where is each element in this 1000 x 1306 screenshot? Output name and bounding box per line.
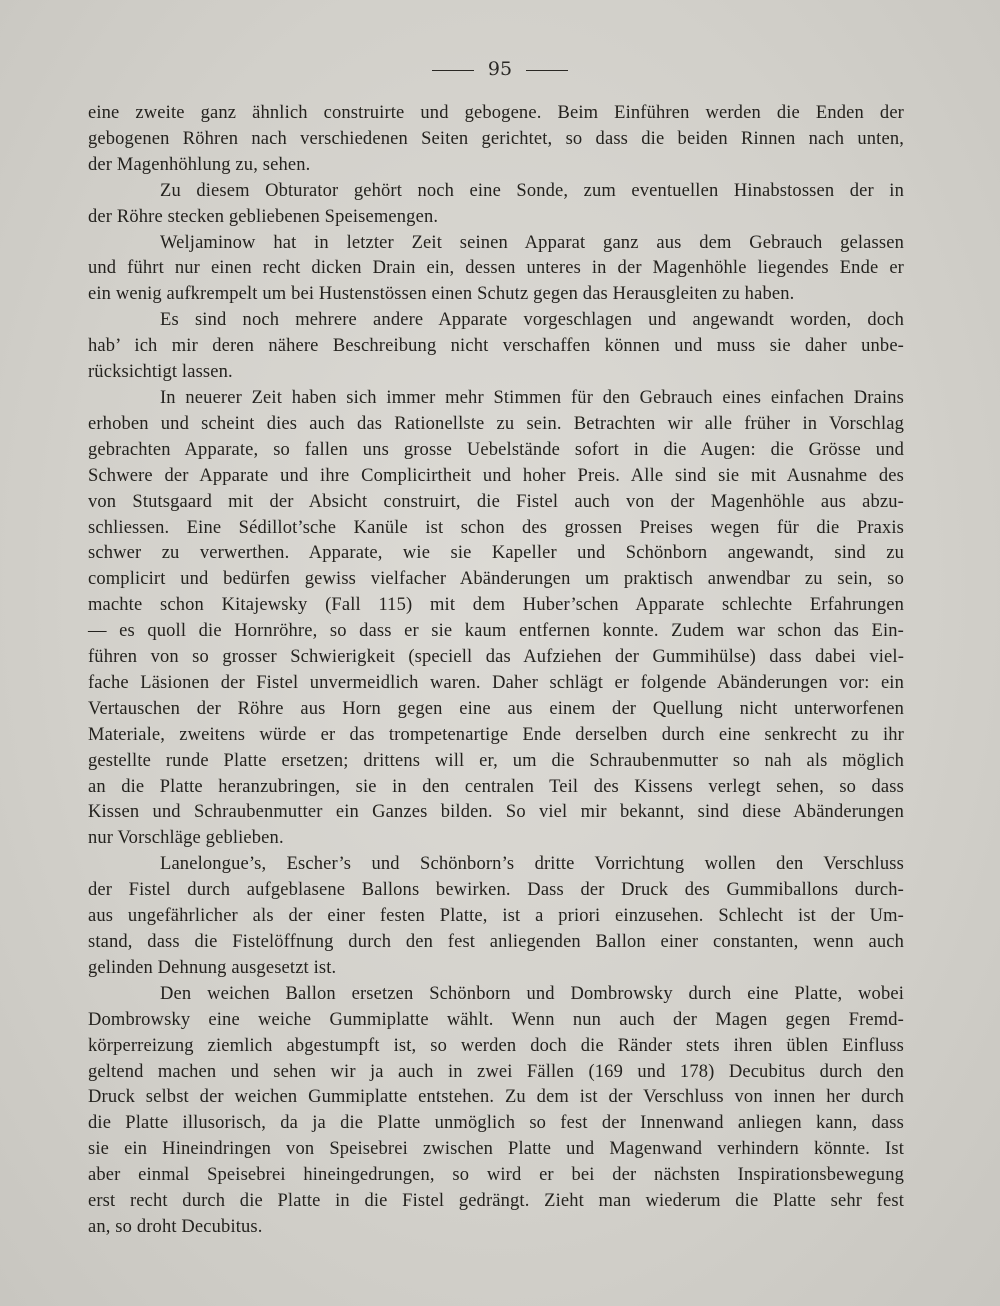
paragraph <box>88 179 904 231</box>
body-text <box>88 101 904 1241</box>
text-line: Druck selbst der weichen Gummiplatte entstehen. Zu dem ist der Verschluss von innen her durch <box>88 1087 904 1108</box>
text-line: — es quoll die Hornröhre, so dass er sie kaum entfernen konnte. Zudem war schon das Ein- <box>88 621 904 642</box>
paragraph <box>88 386 904 852</box>
text-line: sie ein Hineindringen von Speisebrei zwischen Platte und Magenwand verhindern könnte. Ist <box>88 1139 904 1160</box>
text-line: Lanelongue’s, Escher’s und Schönborn’s dritte Vorrichtung wollen den Verschluss <box>160 854 904 875</box>
text-line: machte schon Kitajewsky (Fall 115) mit dem Huber’schen Apparate schlechte Erfahrungen <box>88 595 904 616</box>
text-line: an die Platte heranzubringen, sie in den centralen Teil des Kissens verlegt sehen, so dass <box>88 776 904 797</box>
text-line: gelinden Dehnung ausgesetzt ist. <box>88 957 337 978</box>
text-line: aus ungefährlicher als der einer festen Platte, ist a priori einzusehen. Schlecht ist der Um- <box>88 906 904 927</box>
text-line: an, so droht Decubitus. <box>88 1216 263 1237</box>
text-line: Materiale, zweitens würde er das trompetenartige Ende derselben durch eine senkrecht zu ihr <box>88 724 904 745</box>
text-line: rücksichtigt lassen. <box>88 362 233 383</box>
text-line: gestellte runde Platte ersetzen; drittens will er, um die Schraubenmutter so nah als möglich <box>88 750 904 771</box>
text-line: der Fistel durch aufgeblasene Ballons bewirken. Dass der Druck des Gummiballons durch- <box>88 880 904 901</box>
text-line: stand, dass die Fistelöffnung durch den fest anliegenden Ballon einer constanten, wenn auch <box>88 932 904 952</box>
paragraph <box>88 308 904 386</box>
text-line: fache Läsionen der Fistel unvermeidlich waren. Daher schlägt er folgende Abänderungen vor: ein <box>88 672 904 693</box>
text-line: Kissen und Schraubenmutter ein Ganzes bilden. So viel mir bekannt, sind diese Abänderungen <box>88 802 904 823</box>
text-line: In neuerer Zeit haben sich immer mehr Stimmen für den Gebrauch eines einfachen Drains <box>160 387 904 408</box>
text-line: und führt nur einen recht dicken Drain ein, dessen unteres in der Magenhöhle liegendes Ende er <box>88 258 904 279</box>
text-line: schliessen. Eine Sédillot’sche Kanüle ist schon des grossen Preises wegen für die Praxis <box>88 517 904 538</box>
text-line: Dombrowsky eine weiche Gummiplatte wählt. Wenn nun auch der Magen gegen Fremd- <box>88 1009 904 1030</box>
text-line: der Röhre stecken gebliebenen Speisemengen. <box>88 206 439 227</box>
text-line: schwer zu verwerthen. Apparate, wie sie Kapeller und Schönborn angewandt, sind zu <box>88 543 904 564</box>
text-line: führen von so grosser Schwierigkeit (speciell das Aufziehen der Gummihülse) dass dabei viel- <box>88 647 904 668</box>
text-line: Den weichen Ballon ersetzen Schönborn und Dombrowsky durch eine Platte, wobei <box>160 983 904 1004</box>
page-header <box>0 58 1000 80</box>
text-line: die Platte illusorisch, da ja die Platte unmöglich so fest der Innenwand anliegen kann, dass <box>88 1113 904 1134</box>
text-line: erst recht durch die Platte in die Fistel gedrängt. Zieht man wiederum die Platte sehr fest <box>88 1191 904 1212</box>
text-line: hab’ ich mir deren nähere Beschreibung nicht verschaffen können und muss sie daher unbe- <box>88 336 904 357</box>
text-line: gebogenen Röhren nach verschiedenen Seiten gerichtet, so dass die beiden Rinnen nach unten, <box>88 128 904 149</box>
text-line: gebrachten Apparate, so fallen uns grosse Uebelstände sofort in die Augen: die Grösse und <box>88 439 904 460</box>
page-number: 95 <box>487 58 513 80</box>
paragraph <box>88 852 904 982</box>
header-rule-right <box>526 70 568 71</box>
text-line: eine zweite ganz ähnlich construirte und gebogene. Beim Einführen werden die Enden der <box>88 103 904 123</box>
text-line: körperreizung ziemlich abgestumpft ist, so werden doch die Ränder stets ihren üblen Einfluss <box>88 1035 904 1056</box>
text-line: erhoben und scheint dies auch das Rationellste zu sein. Betrachten wir alle früher in Vorschlag <box>88 413 904 434</box>
text-line: complicirt und bedürfen gewiss vielfacher Abänderungen um praktisch anwendbar zu sein, so <box>88 569 904 590</box>
text-line: Schwere der Apparate und ihre Complicirtheit und hoher Preis. Alle sind sie mit Ausnahme des <box>88 465 904 486</box>
paragraph <box>88 982 904 1241</box>
paragraph <box>88 101 904 179</box>
text-line: Vertauschen der Röhre aus Horn gegen eine aus einem der Quellung nicht unterworfenen <box>88 698 904 719</box>
text-line: geltend machen und sehen wir ja auch in zwei Fällen (169 und 178) Decubitus durch den <box>88 1061 904 1082</box>
text-line: von Stutsgaard mit der Absicht construirt, die Fistel auch von der Magenhöhle aus abzu- <box>88 491 904 512</box>
paragraph <box>88 231 904 309</box>
text-line: Es sind noch mehrere andere Apparate vorgeschlagen und angewandt worden, doch <box>160 310 904 331</box>
text-line: Zu diesem Obturator gehört noch eine Sonde, zum eventuellen Hinabstossen der in <box>160 180 904 201</box>
text-line: aber einmal Speisebrei hineingedrungen, so wird er bei der nächsten Inspirationsbewegung <box>88 1165 904 1186</box>
text-line: nur Vorschläge geblieben. <box>88 828 284 849</box>
header-rule-left <box>432 70 474 71</box>
text-line: Weljaminow hat in letzter Zeit seinen Apparat ganz aus dem Gebrauch gelassen <box>160 232 904 253</box>
text-line: der Magenhöhlung zu, sehen. <box>88 154 311 175</box>
text-line: ein wenig aufkrempelt um bei Hustenstössen einen Schutz gegen das Herausgleiten zu haben. <box>88 284 795 305</box>
